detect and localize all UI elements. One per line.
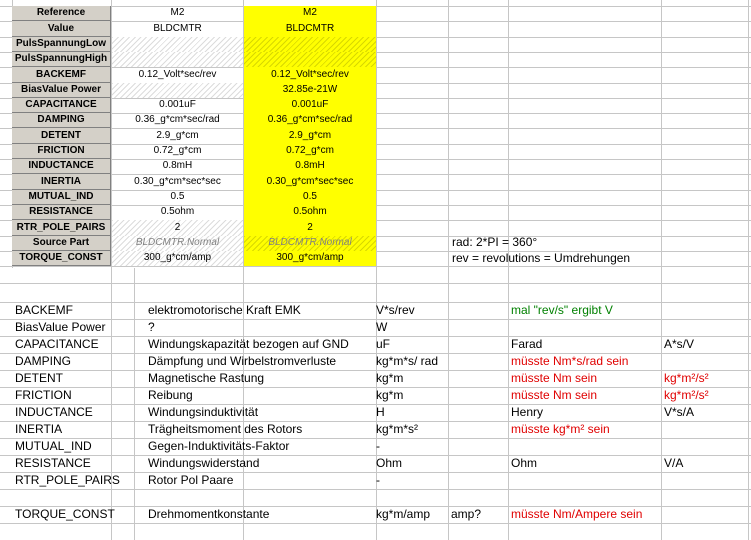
desc-description[interactable]: Gegen-Induktivitäts-Faktor (148, 439, 290, 453)
desc-extra[interactable]: amp? (451, 507, 482, 521)
param-value-1[interactable]: 0.30_g*cm*sec*sec (134, 176, 221, 187)
desc-unit[interactable]: H (376, 405, 385, 419)
desc-si-unit[interactable] (661, 438, 751, 455)
desc-comment[interactable] (508, 472, 661, 489)
param-value-1[interactable]: 300_g*cm/amp (112, 251, 243, 266)
desc-comment[interactable]: müsste Nm sein (511, 388, 598, 402)
param-label[interactable]: TORQUE_CONST (12, 251, 111, 266)
desc-extra[interactable] (448, 455, 508, 472)
desc-si-unit[interactable] (661, 472, 751, 489)
param-value-1[interactable]: 0.36_g*cm*sec/rad (135, 114, 220, 125)
desc-unit[interactable]: kg*m (376, 388, 404, 402)
desc-comment[interactable]: müsste Nm*s/rad sein (511, 354, 629, 368)
desc-extra[interactable] (448, 421, 508, 438)
desc-param-name[interactable]: TORQUE_CONST (15, 507, 115, 521)
desc-si-unit[interactable] (661, 319, 751, 336)
desc-extra[interactable] (448, 336, 508, 353)
param-label[interactable]: FRICTION (12, 144, 111, 159)
param-label[interactable]: MUTUAL_IND (12, 190, 111, 205)
desc-param-name[interactable]: BiasValue Power (15, 320, 106, 334)
param-value-1[interactable]: 2.9_g*cm (156, 130, 199, 141)
desc-si-unit[interactable]: kg*m²/s² (664, 388, 709, 402)
param-value-1[interactable]: 0.5ohm (160, 206, 195, 217)
param-value-2[interactable]: 0.5ohm (244, 205, 376, 220)
desc-extra[interactable] (448, 387, 508, 404)
desc-param-name[interactable]: CAPACITANCE (15, 337, 99, 351)
param-value-2[interactable]: 300_g*cm/amp (244, 251, 376, 266)
desc-param-name[interactable]: RESISTANCE (15, 456, 91, 470)
desc-comment[interactable]: müsste Nm/Ampere sein (511, 507, 643, 521)
desc-description[interactable]: Windungsinduktivität (148, 405, 259, 419)
param-value-1[interactable]: 2 (112, 220, 243, 236)
desc-comment[interactable]: Farad (511, 337, 543, 351)
desc-description[interactable]: Windungskapazität bezogen auf GND (148, 337, 349, 351)
desc-description[interactable]: ? (148, 320, 155, 334)
param-value-2[interactable]: 0.72_g*cm (244, 144, 376, 159)
param-value-1[interactable] (112, 37, 243, 52)
param-label[interactable]: PulsSpannungLow (12, 37, 111, 52)
desc-param-name[interactable] (12, 489, 134, 506)
gridline-horizontal (0, 523, 751, 524)
desc-unit[interactable]: kg*m (376, 371, 404, 385)
desc-extra[interactable] (448, 472, 508, 489)
desc-param-name[interactable]: BACKEMF (15, 303, 74, 317)
desc-extra[interactable] (448, 353, 508, 370)
param-value-2[interactable]: 0.36_g*cm*sec/rad (244, 113, 376, 128)
desc-si-unit[interactable]: kg*m²/s² (664, 371, 709, 385)
param-value-2[interactable] (244, 52, 376, 67)
desc-param-name[interactable]: RTR_POLE_PAIRS (15, 473, 120, 487)
param-value-1[interactable] (112, 83, 243, 98)
param-value-2[interactable]: M2 (244, 6, 376, 21)
desc-param-name[interactable]: FRICTION (15, 388, 72, 402)
param-value-1[interactable]: 0.8mH (162, 160, 193, 171)
param-label[interactable]: BiasValue Power (12, 83, 111, 98)
desc-param-name[interactable]: INERTIA (15, 422, 63, 436)
desc-comment[interactable]: mal "rev/s" ergibt V (511, 303, 613, 317)
param-value-1[interactable] (112, 52, 243, 67)
desc-si-unit[interactable] (661, 506, 751, 523)
desc-si-unit[interactable]: A*s/V (664, 337, 695, 351)
gridline-horizontal (0, 283, 751, 284)
param-value-1[interactable]: 0.72_g*cm (153, 145, 202, 156)
desc-description[interactable]: Rotor Pol Paare (148, 473, 234, 487)
param-value-2[interactable]: 0.30_g*cm*sec*sec (244, 174, 376, 190)
param-value-2[interactable]: 2.9_g*cm (244, 128, 376, 144)
param-value-1[interactable]: 0.001uF (159, 99, 196, 110)
param-value-1[interactable]: BLDCMTR (153, 23, 202, 34)
desc-description[interactable]: Magnetische Rastung (148, 371, 265, 385)
desc-unit[interactable]: V*s/rev (376, 303, 415, 317)
param-value-2[interactable]: 0.5 (244, 190, 376, 205)
param-label[interactable]: BACKEMF (12, 67, 111, 83)
desc-param-name[interactable]: DETENT (15, 371, 63, 385)
desc-unit[interactable]: uF (376, 337, 391, 351)
desc-unit[interactable]: kg*m*s/ rad (376, 354, 439, 368)
desc-description[interactable]: Drehmomentkonstante (148, 507, 270, 521)
desc-unit[interactable]: kg*m/amp (376, 507, 431, 521)
desc-extra[interactable] (448, 370, 508, 387)
desc-description[interactable]: Dämpfung und Wirbelstromverluste (148, 354, 337, 368)
desc-comment[interactable] (508, 319, 661, 336)
desc-si-unit[interactable] (661, 302, 751, 319)
desc-unit[interactable]: - (376, 473, 380, 487)
desc-description[interactable]: Reibung (148, 388, 193, 402)
desc-comment[interactable]: Ohm (511, 456, 538, 470)
desc-extra[interactable] (448, 319, 508, 336)
gridline-horizontal (0, 266, 751, 267)
desc-comment[interactable]: müsste Nm sein (511, 371, 598, 385)
desc-si-unit[interactable] (661, 421, 751, 438)
param-label[interactable]: DAMPING (12, 113, 111, 128)
param-value-2[interactable]: 32.85e-21W (244, 83, 376, 98)
desc-unit[interactable]: kg*m*s² (376, 422, 419, 436)
param-value-2[interactable]: BLDCMTR.Normal (244, 236, 376, 251)
desc-description[interactable] (145, 489, 376, 506)
desc-unit[interactable] (373, 489, 448, 506)
param-label[interactable]: CAPACITANCE (12, 98, 111, 113)
param-label[interactable]: RESISTANCE (12, 205, 111, 220)
desc-si-unit[interactable]: V/A (664, 456, 684, 470)
param-value-2[interactable]: 0.001uF (244, 98, 376, 113)
param-label[interactable]: Reference (12, 6, 111, 21)
param-label[interactable]: INDUCTANCE (12, 159, 111, 174)
param-value-2[interactable]: 0.8mH (244, 159, 376, 174)
param-label[interactable]: Value (12, 21, 111, 37)
param-value-1[interactable]: 0.5 (170, 191, 185, 202)
desc-si-unit[interactable] (661, 353, 751, 370)
desc-param-name[interactable]: MUTUAL_IND (15, 439, 92, 453)
desc-unit[interactable]: - (376, 439, 380, 453)
desc-extra[interactable] (448, 404, 508, 421)
desc-description[interactable]: Trägheitsmoment des Rotors (148, 422, 303, 436)
param-label[interactable]: Source Part (12, 236, 111, 251)
param-value-1[interactable]: 0.12_Volt*sec/rev (138, 69, 217, 80)
desc-si-unit[interactable] (661, 489, 751, 506)
note-rev: rev = revolutions = Umdrehungen (452, 251, 631, 265)
param-value-1[interactable]: BLDCMTR.Normal (112, 236, 243, 251)
desc-description[interactable]: elektromotorische Kraft EMK (148, 303, 301, 317)
desc-description[interactable]: Windungswiderstand (148, 456, 260, 470)
param-value-2[interactable]: BLDCMTR (244, 21, 376, 37)
desc-comment[interactable] (508, 489, 661, 506)
note-rad: rad: 2*PI = 360° (452, 235, 538, 249)
desc-si-unit[interactable]: V*s/A (664, 405, 695, 419)
desc-unit[interactable]: Ohm (376, 456, 403, 470)
desc-param-name[interactable]: DAMPING (15, 354, 72, 368)
desc-unit[interactable]: W (376, 320, 388, 334)
desc-comment[interactable] (508, 438, 661, 455)
desc-extra[interactable] (448, 438, 508, 455)
param-value-1[interactable]: M2 (170, 7, 185, 18)
desc-comment[interactable]: Henry (511, 405, 544, 419)
param-label[interactable]: PulsSpannungHigh (12, 52, 111, 67)
desc-extra[interactable] (448, 302, 508, 319)
param-label[interactable]: DETENT (12, 128, 111, 144)
param-label[interactable]: INERTIA (12, 174, 111, 190)
desc-extra[interactable] (448, 489, 508, 506)
param-value-2[interactable] (244, 37, 376, 52)
param-value-2[interactable]: 0.12_Volt*sec/rev (244, 67, 376, 83)
desc-param-name[interactable]: INDUCTANCE (15, 405, 93, 419)
param-label[interactable]: RTR_POLE_PAIRS (12, 220, 111, 236)
desc-comment[interactable]: müsste kg*m² sein (511, 422, 610, 436)
param-value-2[interactable]: 2 (244, 220, 376, 236)
